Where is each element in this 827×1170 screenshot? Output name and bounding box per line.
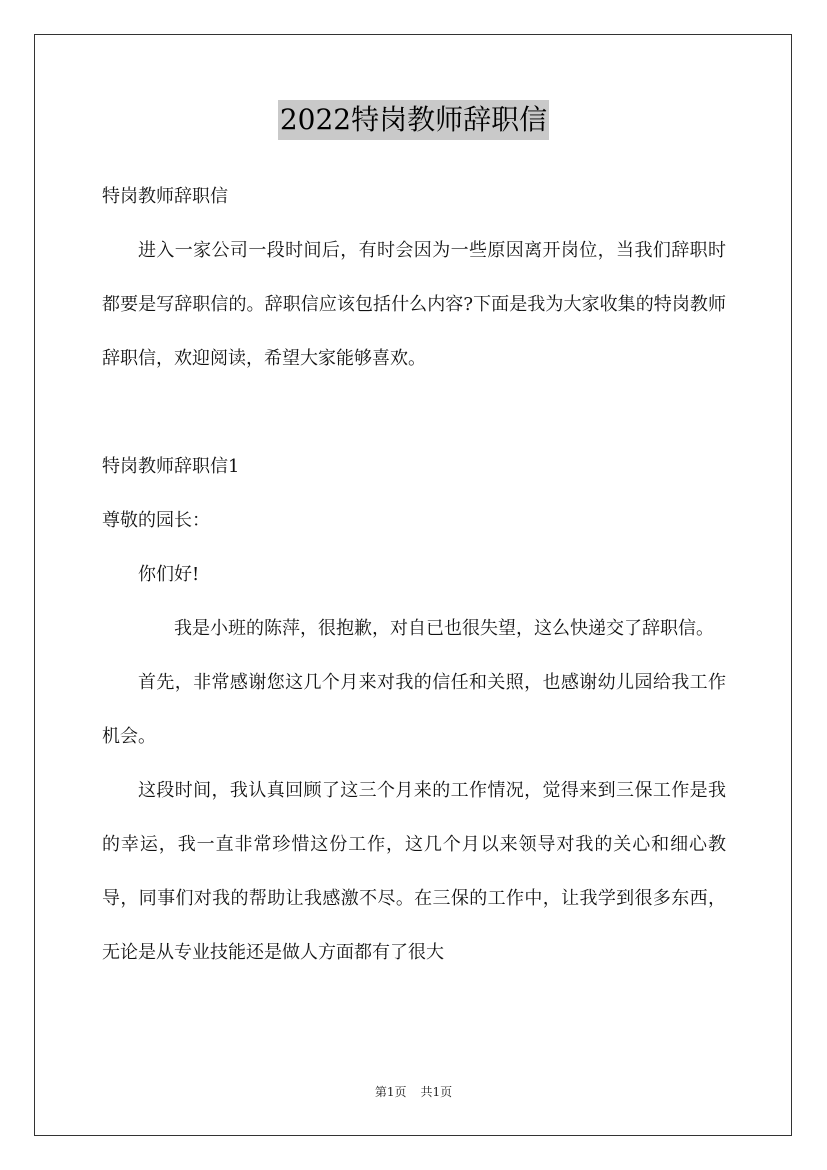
section-heading: 特岗教师辞职信1 [102, 456, 240, 477]
document-title: 2022特岗教师辞职信 [278, 100, 549, 140]
document-body [102, 170, 726, 980]
document-subtitle: 特岗教师辞职信 [102, 186, 228, 207]
page-number: 第1页 [374, 1085, 407, 1099]
body-paragraph-1: 我是小班的陈萍，很抱歉，对自已也很失望，这么快递交了辞职信。 [174, 618, 714, 639]
body-paragraph-3: 这段时间，我认真回顾了这三个月来的工作情况，觉得来到三保工作是我的幸运，我一直非常珍惜这份工作，这几个月以来领导对我的关心和细心教导，同事们对我的帮助让我感激不尽。在三保的工作中，让我学到很多东西，无论是从专业技能还是做人方面都有了很大 [102, 780, 726, 963]
title-container [0, 100, 827, 140]
body-paragraph-2: 首先，非常感谢您这几个月来对我的信任和关照，也感谢幼儿园给我工作机会。 [102, 672, 726, 747]
page-total: 共1页 [420, 1085, 453, 1099]
intro-paragraph: 进入一家公司一段时间后，有时会因为一些原因离开岗位，当我们辞职时都要是写辞职信的。辞职信应该包括什么内容?下面是我为大家收集的特岗教师辞职信，欢迎阅读，希望大家能够喜欢。 [102, 240, 726, 369]
salutation: 尊敬的园长： [102, 510, 210, 531]
page-footer [0, 1082, 827, 1102]
greeting: 你们好! [138, 564, 200, 585]
